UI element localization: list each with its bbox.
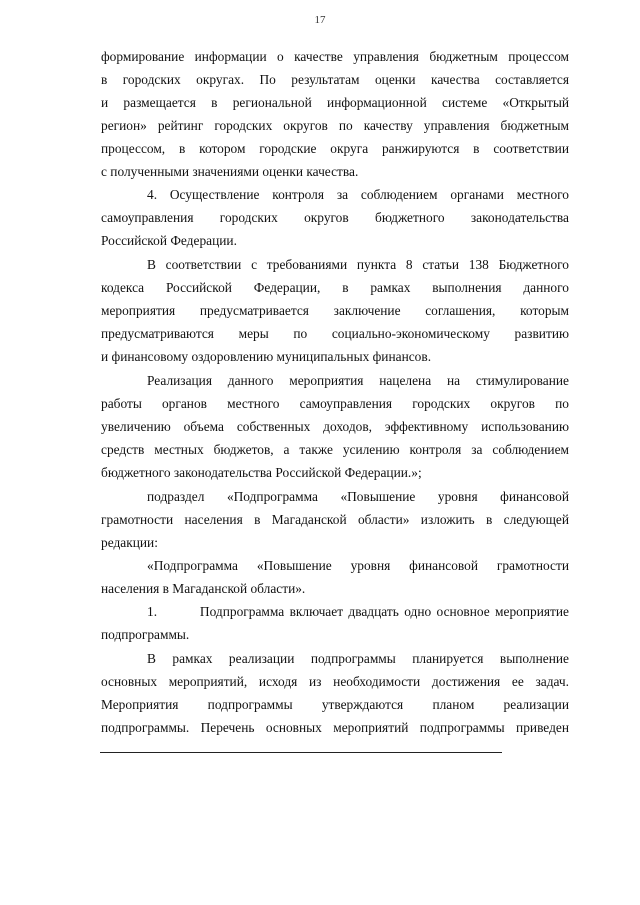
text-line: Мероприятия подпрограммы утверждаются планом реализации	[101, 697, 569, 712]
text-line: и размещается в региональной информационной системе «Открытый	[101, 95, 569, 110]
text-line: с полученными значениями оценки качества.	[101, 164, 359, 179]
text-line: 1. Подпрограмма включает двадцать одно основное мероприятие	[147, 604, 569, 619]
text-line: кодекса Российской Федерации, в рамках выполнения данного	[101, 280, 569, 295]
text-line: подпрограммы. Перечень основных мероприятий подпрограммы приведен	[101, 720, 569, 735]
text-line: В соответствии с требованиями пункта 8 статьи 138 Бюджетного	[147, 257, 569, 272]
page-number: 17	[314, 14, 326, 26]
text-line: процессом, в котором городские округа ранжируются в соответствии	[101, 141, 569, 156]
text-line: подпрограммы.	[101, 627, 190, 642]
text-line: основных мероприятий, исходя из необходимости достижения ее задач.	[101, 674, 569, 689]
text-line: редакции:	[101, 535, 158, 550]
text-line: мероприятия предусматривается заключение соглашения, которым	[101, 303, 569, 318]
text-line: грамотности населения в Магаданской области» изложить в следующей	[101, 512, 569, 527]
text-line: 4. Осуществление контроля за соблюдением органами местного	[147, 187, 569, 202]
text-line: Реализация данного мероприятия нацелена на стимулирование	[147, 373, 569, 388]
text-line: в городских округах. По результатам оценки качества составляется	[101, 72, 569, 87]
text-line: регион» рейтинг городских округов по качеству управления бюджетным	[101, 118, 569, 133]
text-line: подраздел «Подпрограмма «Повышение уровня финансовой	[147, 489, 569, 504]
text-line: В рамках реализации подпрограммы планируется выполнение	[147, 651, 569, 666]
text-line: «Подпрограмма «Повышение уровня финансовой грамотности	[147, 558, 569, 573]
footnote-divider	[100, 752, 502, 753]
text-line: бюджетного законодательства Российской Федерации.»;	[101, 465, 422, 480]
text-line: предусматриваются меры по социально-экономическому развитию	[101, 326, 569, 341]
text-line: формирование информации о качестве управления бюджетным процессом	[101, 49, 569, 64]
text-line: увеличению объема собственных доходов, эффективному использованию	[101, 419, 569, 434]
text-line: средств местных бюджетов, а также усилению контроля за соблюдением	[101, 442, 569, 457]
text-line: самоуправления городских округов бюджетного законодательства	[101, 210, 569, 225]
text-line: и финансовому оздоровлению муниципальных финансов.	[101, 349, 432, 364]
text-line: работы органов местного самоуправления городских округов по	[101, 396, 569, 411]
text-line: населения в Магаданской области».	[101, 581, 306, 596]
text-line: Российской Федерации.	[101, 233, 237, 248]
